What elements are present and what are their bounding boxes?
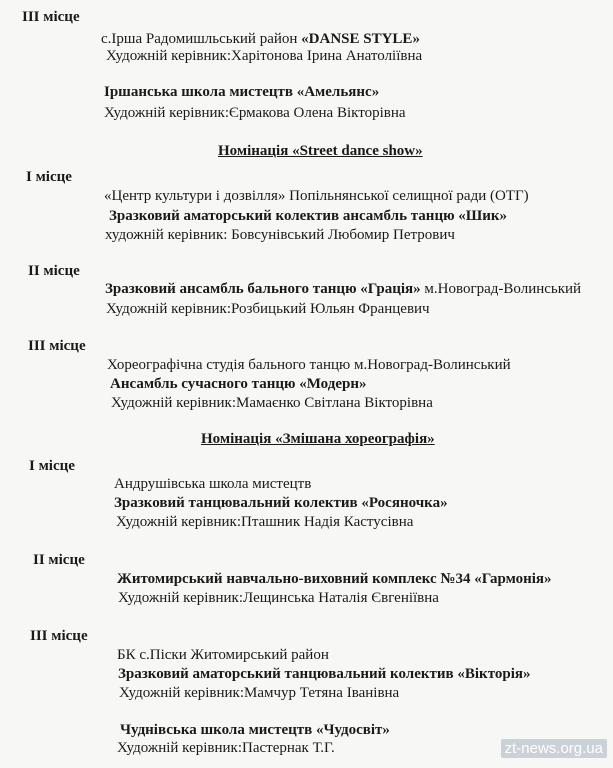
director-line: Художній керівник:Лещинська Наталія Євгеніївна [118,590,439,606]
organization-line: Андрушівська школа мистецтв [114,476,312,492]
ensemble-line: Ансамбль сучасного танцю «Модерн» [110,376,367,392]
director-line: Художній керівник:Єрмакова Олена Вікторівна [104,105,406,121]
nomination-heading: Номінація «Street dance show» [218,143,423,159]
place-heading: ІІ місце [28,263,80,279]
director-line: Художній керівник:Мамаєнко Світлана Вікторівна [111,395,433,411]
organization-line: БК с.Піски Житомирський район [117,647,329,663]
place-heading: ІІІ місце [28,338,86,354]
nomination-heading: Номінація «Змішана хореографія» [201,431,435,447]
place-heading: ІІІ місце [30,628,88,644]
organization-line: «Центр культури і дозвілля» Попільнянської селищної ради (ОТГ) [104,188,529,204]
ensemble-city: м.Новоград-Волинський [420,281,582,297]
director-line: Художній керівник:Мамчур Тетяна Іванівна [119,685,400,701]
ensemble-line [105,280,581,298]
ensemble-line: Житомирський навчально-виховний комплекс №34 «Гармонія» [117,571,552,587]
ensemble-line: Іршанська школа мистецтв «Амельянс» [104,84,380,100]
organization-line: Хореографічна студія бального танцю м.Новоград-Волинський [107,357,511,373]
ensemble-line: Зразковий аматорський колектив ансамбль танцю «Шик» [109,208,508,224]
organization-line [101,30,420,48]
director-line: Художній керівник:Розбицький Юльян Францевич [106,301,430,317]
place-heading: ІІІ місце [22,9,80,25]
place-heading: ІІ місце [33,552,85,568]
director-line: Художній керівник:Пастернак Т.Г. [117,740,335,756]
site-watermark: zt-news.org.ua [501,739,607,758]
ensemble-name: «DANSE STYLE» [301,31,420,47]
organization-location: с.Ірша Радомишльський район [101,31,302,47]
place-heading: І місце [29,458,75,474]
ensemble-line: Зразковий аматорський танцювальний колектив «Вікторія» [118,666,531,682]
director-line: Художній керівник:Пташник Надія Кастусівна [116,514,414,530]
ensemble-name: Зразковий ансамбль бального танцю «Грація» [105,281,421,297]
ensemble-line: Чуднівська школа мистецтв «Чудосвіт» [120,722,390,738]
director-line: Художній керівник:Харітонова Ірина Анатоліївна [106,48,423,64]
place-heading: І місце [26,169,72,185]
ensemble-line: Зразковий танцювальний колектив «Росяночка» [114,495,448,511]
director-line: художній керівник: Бовсунівський Любомир Петрович [105,227,455,243]
